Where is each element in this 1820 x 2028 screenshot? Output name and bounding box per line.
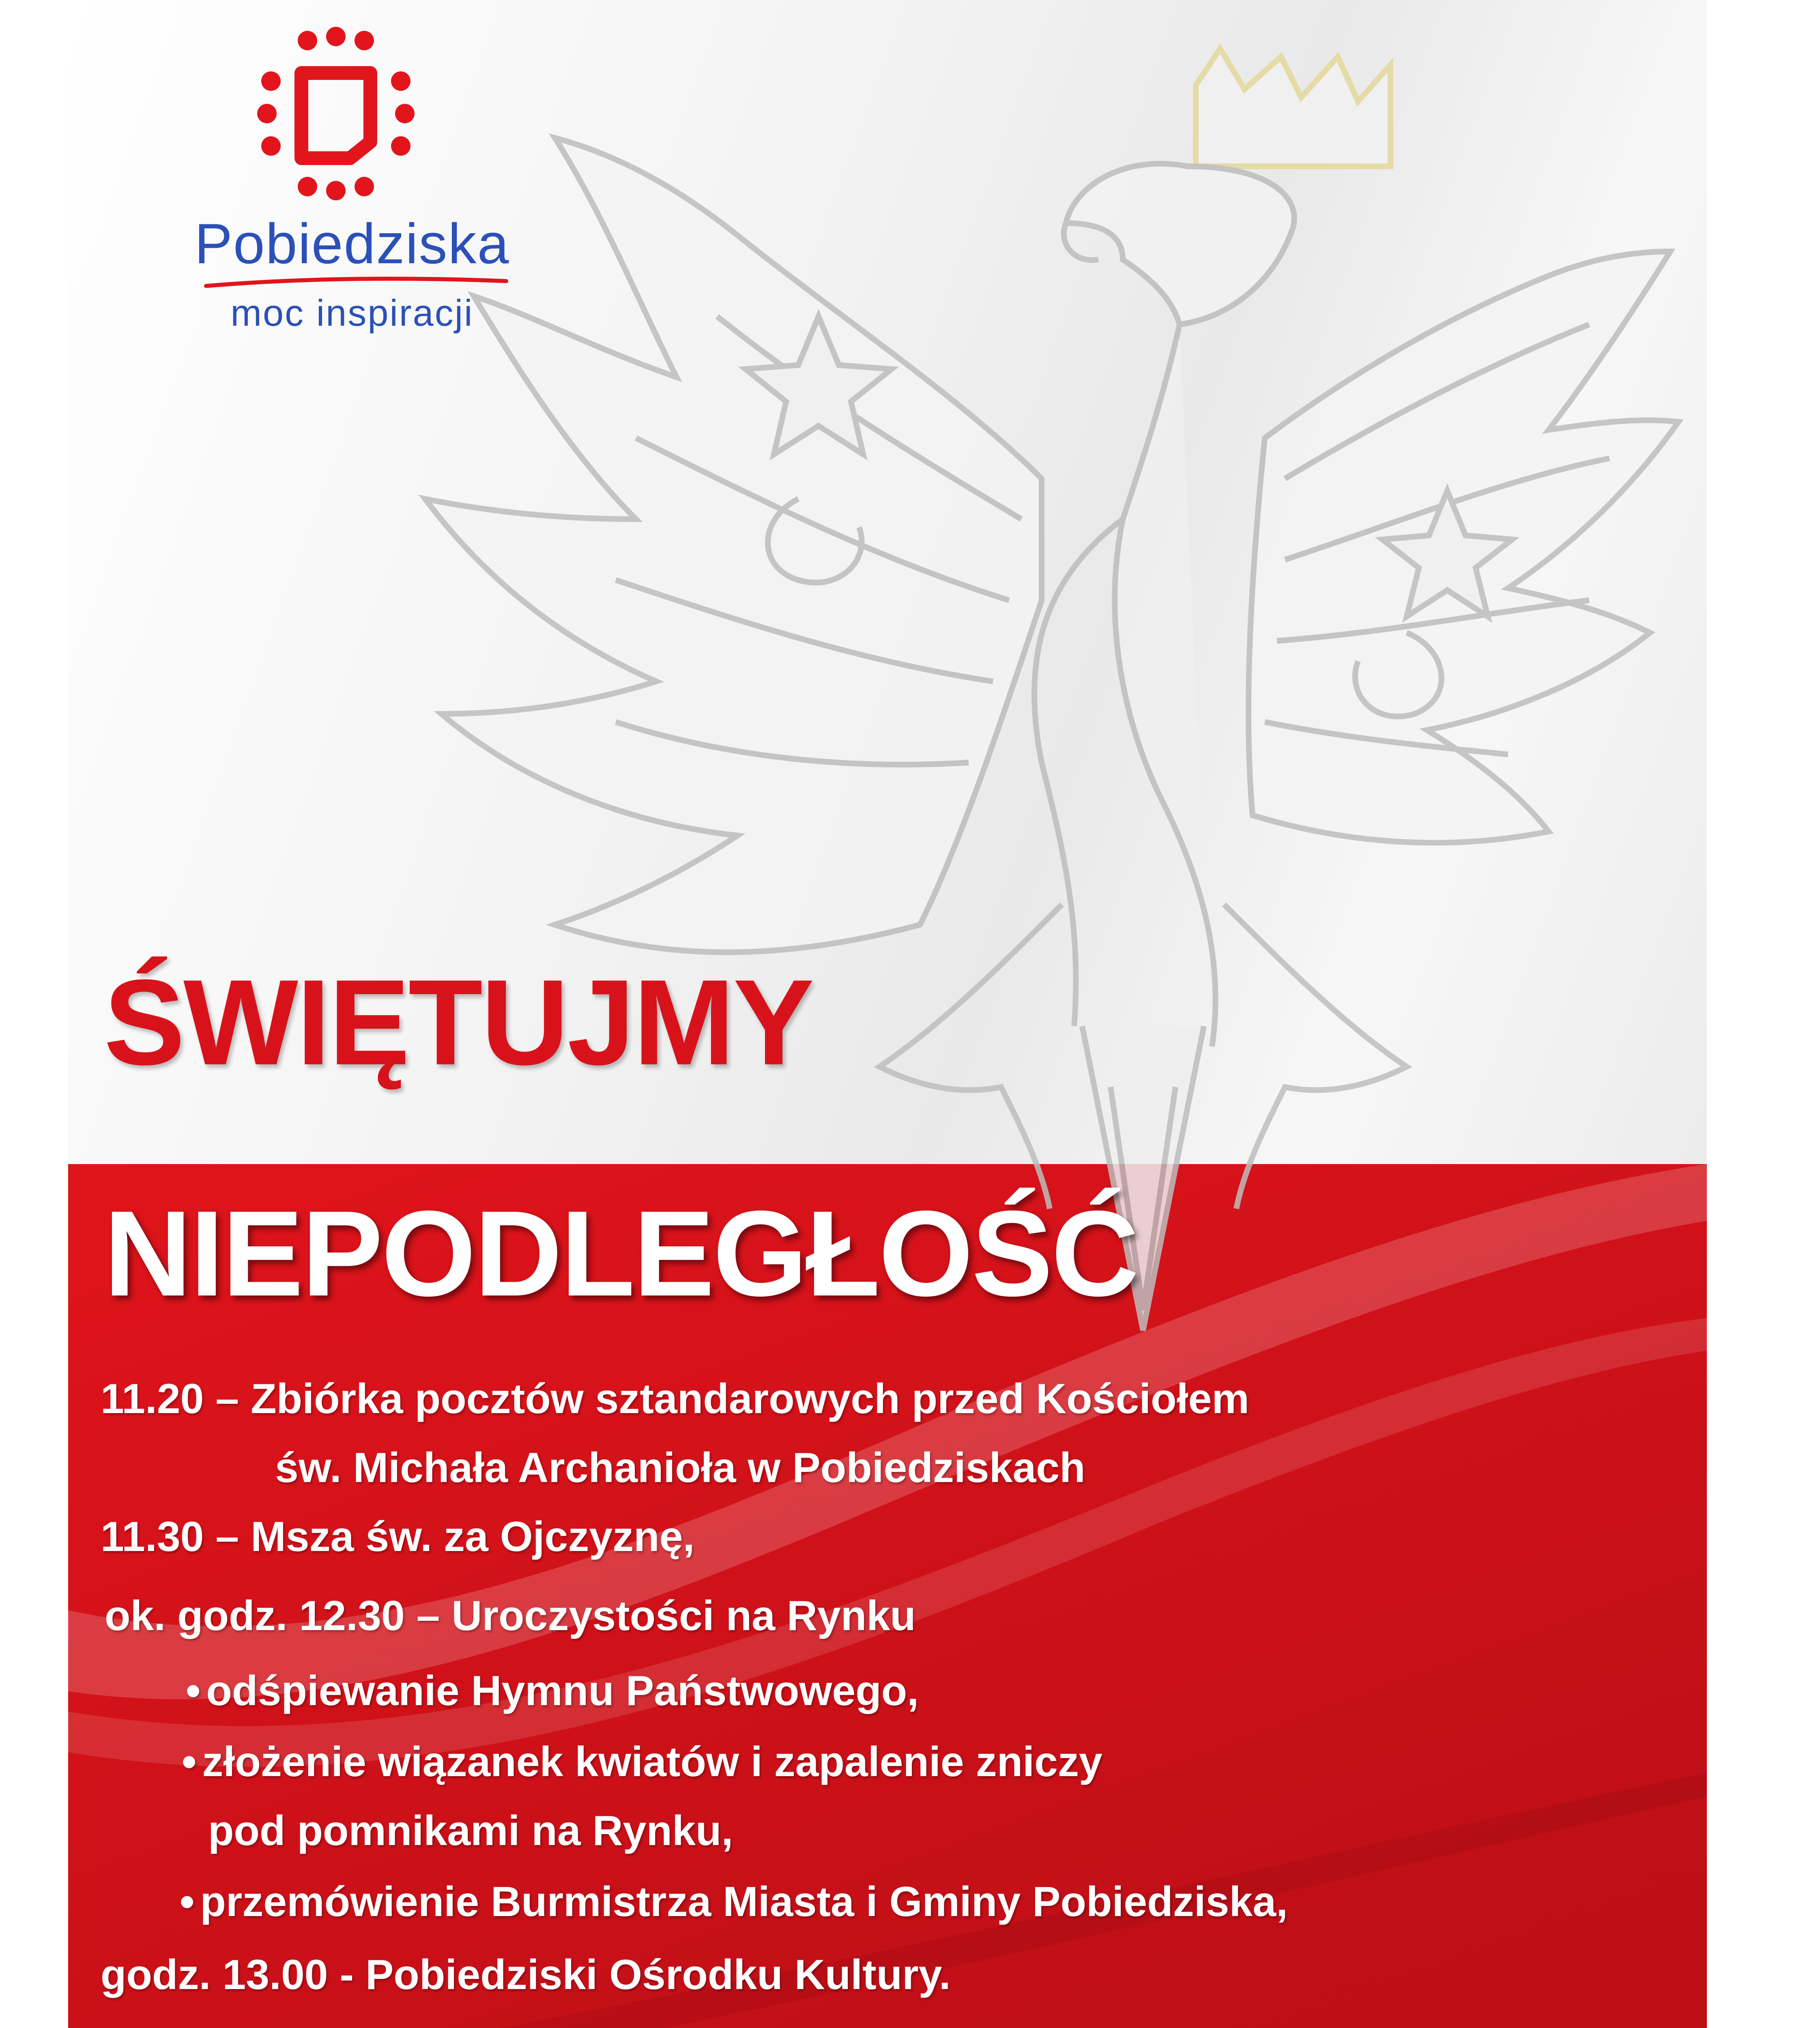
logo-tagline: moc inspiracji — [230, 292, 474, 334]
schedule-item: św. Michała Archanioła w Pobiedziskach — [275, 1444, 1085, 1491]
ceremony-item: • przemówienie Burmistrza Miasta i Gminy Pobiedziska, — [180, 1878, 1288, 1926]
schedule-item: godz. 13.00 - Pobiedziski Ośrodku Kultury. — [101, 1951, 951, 1998]
pobiedziska-logo — [190, 24, 535, 333]
ceremony-item: • złożenie wiązanek kwiatów i zapalenie zniczy — [182, 1738, 1102, 1786]
logo-name: Pobiedziska — [194, 212, 510, 275]
schedule-item: ok. godz. 12.30 – Uroczystości na Rynku — [105, 1592, 916, 1639]
ceremony-item: pod pomnikami na Rynku, — [208, 1807, 733, 1854]
pobiedziska-logo-mark — [247, 24, 425, 203]
headline-line-1: ŚWIĘTUJMY — [104, 954, 813, 1090]
schedule-item: 11.20 – Zbiórka pocztów sztandarowych przed Kościołem — [101, 1375, 1249, 1422]
poster — [68, 0, 1707, 2028]
headline-line-2: NIEPODLEGŁOŚĆ — [104, 1185, 1138, 1321]
schedule-item: 11.30 – Msza św. za Ojczyznę, — [101, 1513, 695, 1560]
ceremony-item: • odśpiewanie Hymnu Państwowego, — [186, 1667, 919, 1715]
logo-underline — [202, 274, 510, 290]
